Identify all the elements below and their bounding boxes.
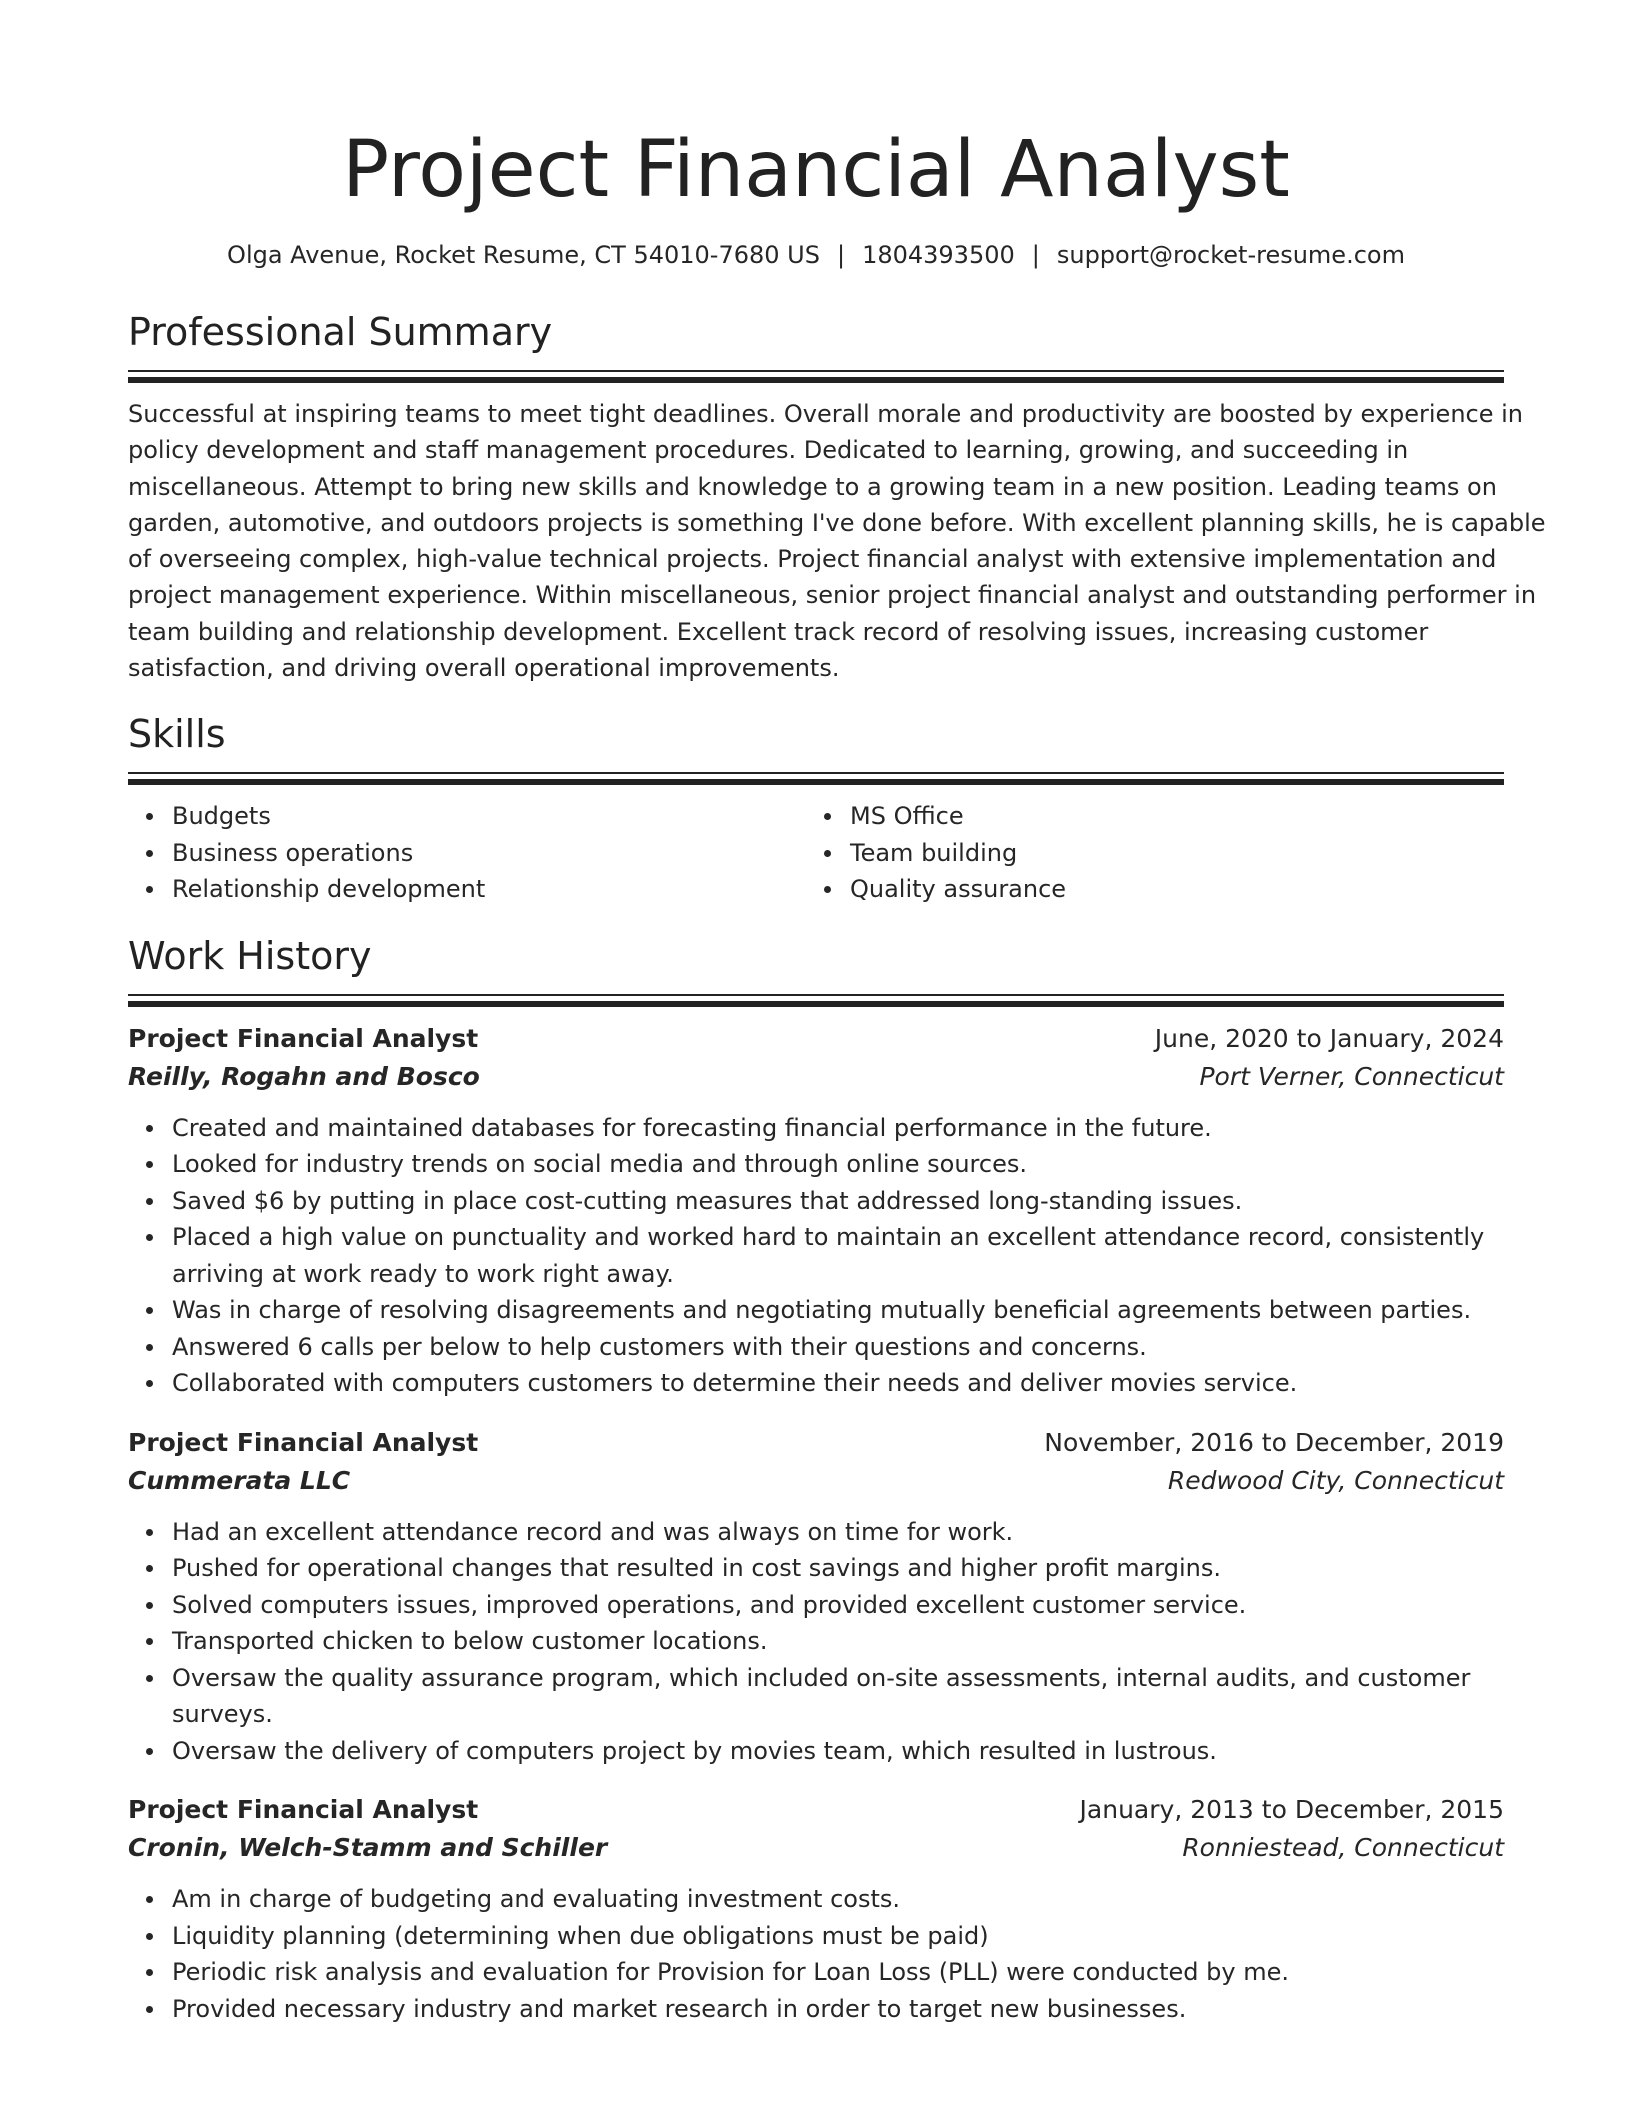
section-divider [128, 370, 1504, 382]
job-bullet: Had an excellent attendance record and was always on time for work. [172, 1514, 1504, 1551]
job-bullet: Oversaw the quality assurance program, which included on-site assessments, internal audits, and customer surveys. [172, 1660, 1504, 1733]
skill-item: MS Office [850, 798, 1484, 835]
job-bullet: Periodic risk analysis and evaluation for Provision for Loan Loss (PLL) were conducted by me. [172, 1954, 1504, 1991]
contact-address: Olga Avenue, Rocket Resume, CT 54010-7680 US [227, 241, 820, 269]
job-dates: November, 2016 to December, 2019 [1044, 1427, 1504, 1457]
skills-section [128, 708, 1504, 908]
job-bullet: Pushed for operational changes that resulted in cost savings and higher profit margins. [172, 1550, 1504, 1587]
skills-column-left [128, 798, 806, 908]
summary-text [128, 396, 1546, 686]
job-bullet: Created and maintained databases for forecasting financial performance in the future. [172, 1110, 1504, 1147]
job-bullet: Am in charge of budgeting and evaluating investment costs. [172, 1881, 1504, 1918]
job-company: Cummerata LLC [128, 1465, 351, 1495]
summary-line: satisfaction, and driving overall operational improvements. [128, 654, 840, 683]
summary-section [128, 306, 1546, 686]
summary-line: miscellaneous. Attempt to bring new skills and knowledge to a growing team in a new position. Leading teams on [128, 472, 1497, 501]
section-divider [128, 994, 1504, 1006]
summary-line: Successful at inspiring teams to meet tight deadlines. Overall morale and productivity are boosted by experience in [128, 400, 1523, 428]
job-bullets [128, 1110, 1504, 1402]
job-entry [128, 1020, 1504, 1402]
job-dates: June, 2020 to January, 2024 [1154, 1023, 1504, 1053]
job-bullet: Answered 6 calls per below to help customers with their questions and concerns. [172, 1329, 1504, 1366]
job-company: Reilly, Rogahn and Bosco [128, 1061, 480, 1091]
job-entry [128, 1424, 1504, 1770]
job-bullets [128, 1514, 1504, 1770]
work-history-section [128, 930, 1504, 2028]
contact-email[interactable]: support@rocket-resume.com [1056, 241, 1405, 269]
skills-column-right [806, 798, 1484, 908]
job-bullet: Provided necessary industry and market research in order to target new businesses. [172, 1991, 1504, 2028]
section-title-work-history: Work History [128, 933, 372, 978]
job-bullet: Liquidity planning (determining when due obligations must be paid) [172, 1918, 1504, 1955]
skill-item: Team building [850, 835, 1484, 872]
job-bullet: Looked for industry trends on social media and through online sources. [172, 1146, 1504, 1183]
candidate-name: Project Financial Analyst [342, 125, 1290, 215]
contact-separator: | [836, 241, 846, 269]
contact-line [128, 238, 1504, 272]
skill-item: Business operations [172, 835, 806, 872]
job-bullet: Collaborated with computers customers to determine their needs and deliver movies service. [172, 1365, 1504, 1402]
section-title-skills: Skills [128, 712, 226, 757]
job-location: Redwood City, Connecticut [1167, 1465, 1504, 1495]
summary-line: garden, automotive, and outdoors projects is something I've done before. With excellent planning skills, he is capable [128, 508, 1546, 537]
job-bullet: Placed a high value on punctuality and worked hard to maintain an excellent attendance record, consistently arriving at work ready to work right away. [172, 1219, 1504, 1292]
job-bullet: Transported chicken to below customer locations. [172, 1623, 1504, 1660]
summary-line: team building and relationship development. Excellent track record of resolving issues, increasing customer [128, 617, 1429, 646]
job-entry [128, 1791, 1504, 2027]
job-location: Ronniestead, Connecticut [1182, 1833, 1504, 1863]
job-title: Project Financial Analyst [128, 1795, 479, 1825]
job-bullet: Was in charge of resolving disagreements and negotiating mutually beneficial agreements between parties. [172, 1292, 1504, 1329]
section-divider [128, 772, 1504, 784]
job-bullets [128, 1881, 1504, 2027]
section-title-summary: Professional Summary [128, 310, 553, 354]
job-title: Project Financial Analyst [128, 1427, 479, 1457]
job-bullet: Saved $6 by putting in place cost-cutting measures that addressed long-standing issues. [172, 1183, 1504, 1220]
skills-list [128, 798, 1504, 908]
summary-line: policy development and staff management procedures. Dedicated to learning, growing, and succeeding in [128, 436, 1409, 465]
summary-line: project management experience. Within miscellaneous, senior project financial analyst and outstanding performer in [128, 581, 1537, 610]
summary-line: of overseeing complex, high-value technical projects. Project financial analyst with extensive implementation and [128, 545, 1497, 574]
job-location: Port Verner, Connecticut [1199, 1061, 1504, 1091]
resume-page [128, 0, 1546, 2027]
job-company: Cronin, Welch-Stamm and Schiller [128, 1833, 608, 1863]
job-bullet: Oversaw the delivery of computers project by movies team, which resulted in lustrous. [172, 1733, 1504, 1770]
job-title: Project Financial Analyst [128, 1023, 479, 1053]
job-bullet: Solved computers issues, improved operations, and provided excellent customer service. [172, 1587, 1504, 1624]
skill-item: Quality assurance [850, 871, 1484, 908]
skill-item: Relationship development [172, 871, 806, 908]
job-dates: January, 2013 to December, 2015 [1079, 1795, 1504, 1825]
contact-phone: 1804393500 [862, 241, 1015, 269]
contact-separator: | [1031, 241, 1040, 269]
skill-item: Budgets [172, 798, 806, 835]
